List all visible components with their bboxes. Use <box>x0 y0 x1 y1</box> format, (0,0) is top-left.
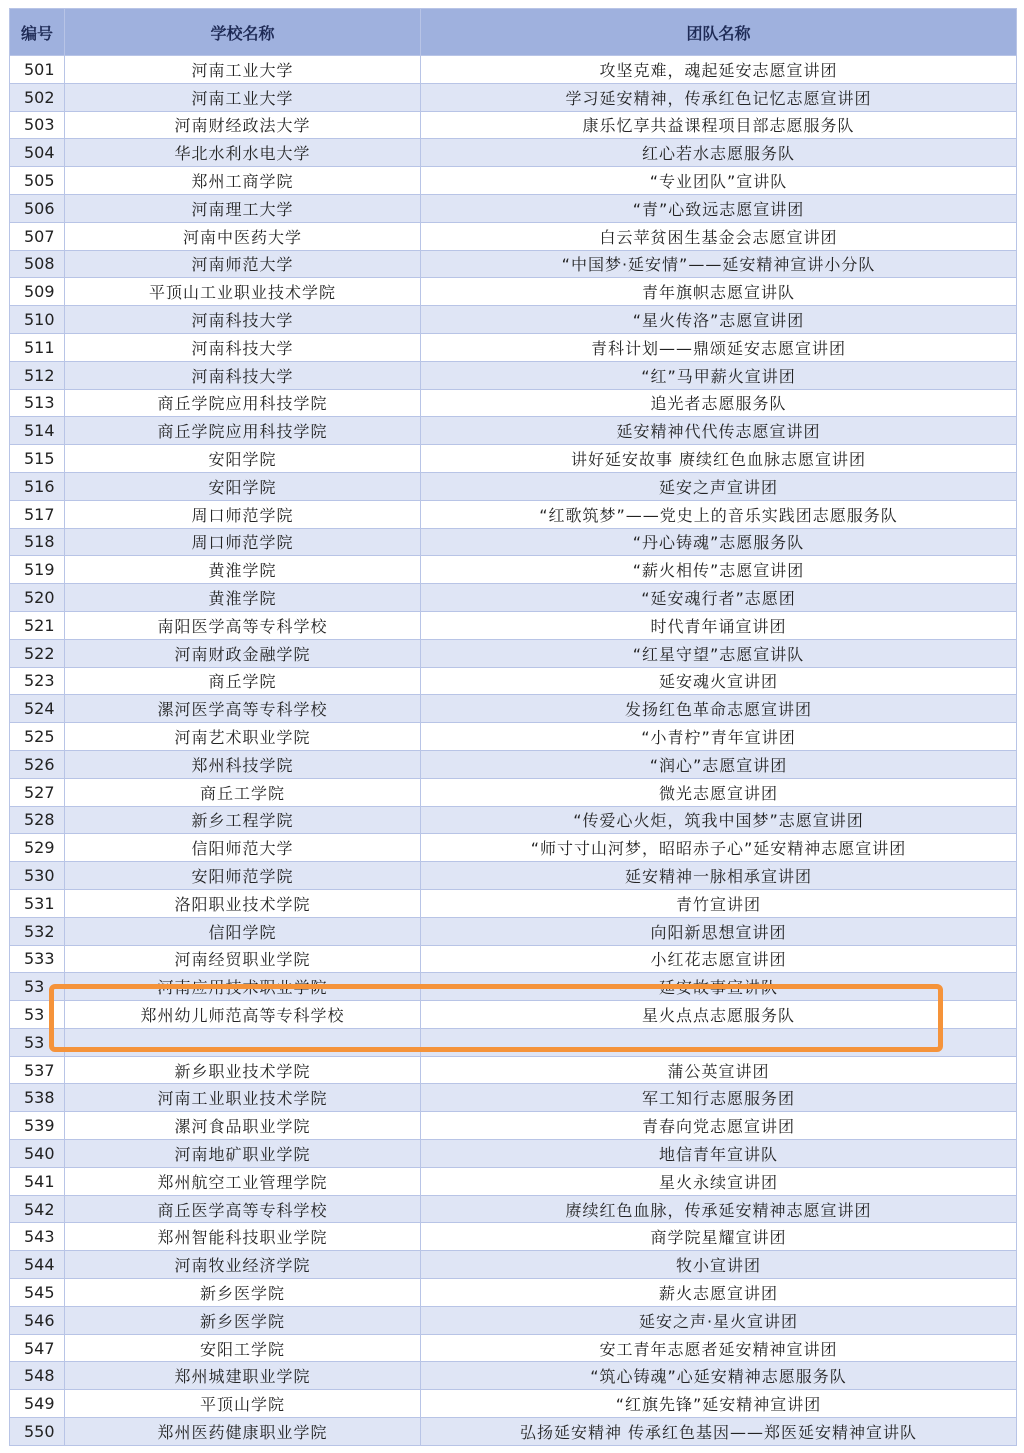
row-num: 507 <box>10 222 65 250</box>
row-school: 商丘医学高等专科学校 <box>65 1195 421 1223</box>
table-row <box>10 611 1017 639</box>
row-team: “中国梦·延安情”——延安精神宣讲小分队 <box>421 250 1017 278</box>
row-num: 543 <box>10 1223 65 1251</box>
row-num: 526 <box>10 750 65 778</box>
row-school: 信阳学院 <box>65 917 421 945</box>
row-num: 515 <box>10 445 65 473</box>
row-team: “丹心铸魂”志愿服务队 <box>421 528 1017 556</box>
table-row <box>10 750 1017 778</box>
table-row <box>10 445 1017 473</box>
header-num: 编号 <box>10 9 65 56</box>
row-num: 542 <box>10 1195 65 1223</box>
row-team: 青春向党志愿宣讲团 <box>421 1112 1017 1140</box>
row-team: 延安之声宣讲团 <box>421 472 1017 500</box>
row-team: 延安精神一脉相承宣讲团 <box>421 862 1017 890</box>
row-team: 向阳新思想宣讲团 <box>421 917 1017 945</box>
table-row <box>10 250 1017 278</box>
row-num: 528 <box>10 806 65 834</box>
table-row <box>10 639 1017 667</box>
table-row <box>10 834 1017 862</box>
row-num: 529 <box>10 834 65 862</box>
row-num: 517 <box>10 500 65 528</box>
row-team: 赓续红色血脉，传承延安精神志愿宣讲团 <box>421 1195 1017 1223</box>
row-school: 南阳医学高等专科学校 <box>65 611 421 639</box>
row-team: “红歌筑梦”——党史上的音乐实践团志愿服务队 <box>421 500 1017 528</box>
table-row <box>10 1251 1017 1279</box>
table-row <box>10 194 1017 222</box>
row-num: 504 <box>10 139 65 167</box>
row-school: 河南理工大学 <box>65 194 421 222</box>
row-num: 502 <box>10 83 65 111</box>
row-team: 小红花志愿宣讲团 <box>421 945 1017 973</box>
table-row <box>10 556 1017 584</box>
row-school: 郑州工商学院 <box>65 167 421 195</box>
row-team: 地信青年宣讲队 <box>421 1140 1017 1168</box>
row-team: “筑心铸魂”心延安精神志愿服务队 <box>421 1362 1017 1390</box>
table-row <box>10 56 1017 84</box>
row-team: 白云苹贫困生基金会志愿宣讲团 <box>421 222 1017 250</box>
row-num: 539 <box>10 1112 65 1140</box>
row-school: 河南经贸职业学院 <box>65 945 421 973</box>
row-num: 506 <box>10 194 65 222</box>
row-num: 516 <box>10 472 65 500</box>
row-team: 延安之声·星火宣讲团 <box>421 1306 1017 1334</box>
row-team: 军工知行志愿服务团 <box>421 1084 1017 1112</box>
row-team: 青竹宣讲团 <box>421 889 1017 917</box>
row-num: 530 <box>10 862 65 890</box>
table-row <box>10 1418 1017 1446</box>
row-school: 新乡职业技术学院 <box>65 1056 421 1084</box>
table-row <box>10 361 1017 389</box>
row-school: 河南财政金融学院 <box>65 639 421 667</box>
table-row <box>10 1362 1017 1390</box>
row-school: 郑州医药健康职业学院 <box>65 1418 421 1446</box>
row-team: 蒲公英宣讲团 <box>421 1056 1017 1084</box>
table-row <box>10 973 1017 1001</box>
table-row <box>10 1279 1017 1307</box>
row-school: 漯河医学高等专科学校 <box>65 695 421 723</box>
row-school: 郑州幼儿师范高等专科学校 <box>65 1001 421 1029</box>
row-num: 550 <box>10 1418 65 1446</box>
row-num: 520 <box>10 584 65 612</box>
row-num: 537 <box>10 1056 65 1084</box>
row-school: 漯河食品职业学院 <box>65 1112 421 1140</box>
row-school: 河南应用技术职业学院 <box>65 973 421 1001</box>
row-team: “专业团队”宣讲队 <box>421 167 1017 195</box>
row-school: 河南牧业经济学院 <box>65 1251 421 1279</box>
row-school: 平顶山学院 <box>65 1390 421 1418</box>
row-school: 商丘工学院 <box>65 778 421 806</box>
table-row <box>10 306 1017 334</box>
row-school: 信阳师范大学 <box>65 834 421 862</box>
table-row <box>10 167 1017 195</box>
row-school: 周口师范学院 <box>65 500 421 528</box>
row-num: 531 <box>10 889 65 917</box>
row-team: “红”马甲薪火宣讲团 <box>421 361 1017 389</box>
table-row <box>10 500 1017 528</box>
row-num: 540 <box>10 1140 65 1168</box>
row-team: 星火点点志愿服务队 <box>421 1001 1017 1029</box>
table-body <box>10 56 1017 1446</box>
row-team: 发扬红色革命志愿宣讲团 <box>421 695 1017 723</box>
row-num: 538 <box>10 1084 65 1112</box>
row-team: 延安精神代代传志愿宣讲团 <box>421 417 1017 445</box>
table-row <box>10 1195 1017 1223</box>
row-num: 512 <box>10 361 65 389</box>
row-school: 河南科技大学 <box>65 306 421 334</box>
row-team: “延安魂行者”志愿团 <box>421 584 1017 612</box>
row-num: 532 <box>10 917 65 945</box>
row-team: 弘扬延安精神 传承红色基因——郑医延安精神宣讲队 <box>421 1418 1017 1446</box>
table-row <box>10 667 1017 695</box>
table-row <box>10 111 1017 139</box>
row-team: 延安故事宣讲队 <box>421 973 1017 1001</box>
row-num: 521 <box>10 611 65 639</box>
row-num: 523 <box>10 667 65 695</box>
table-row <box>10 1334 1017 1362</box>
row-school: 黄淮学院 <box>65 584 421 612</box>
row-team: 微光志愿宣讲团 <box>421 778 1017 806</box>
row-team: “红旗先锋”延安精神宣讲团 <box>421 1390 1017 1418</box>
table-row <box>10 389 1017 417</box>
row-num: 514 <box>10 417 65 445</box>
row-school: 新乡医学院 <box>65 1279 421 1307</box>
row-team: 讲好延安故事 赓续红色血脉志愿宣讲团 <box>421 445 1017 473</box>
row-team: 牧小宣讲团 <box>421 1251 1017 1279</box>
row-team: “星火传洛”志愿宣讲团 <box>421 306 1017 334</box>
row-school: 安阳学院 <box>65 445 421 473</box>
row-school: 河南中医药大学 <box>65 222 421 250</box>
table-row <box>10 417 1017 445</box>
table-row <box>10 1390 1017 1418</box>
row-num: 501 <box>10 56 65 84</box>
table-row <box>10 945 1017 973</box>
row-school: 洛阳职业技术学院 <box>65 889 421 917</box>
row-team: “传爱心火炬，筑我中国梦”志愿宣讲团 <box>421 806 1017 834</box>
table-row <box>10 695 1017 723</box>
row-num: 544 <box>10 1251 65 1279</box>
row-school: 河南工业大学 <box>65 83 421 111</box>
row-school: 新乡工程学院 <box>65 806 421 834</box>
row-team <box>421 1028 1017 1056</box>
table-row <box>10 333 1017 361</box>
row-team: 攻坚克难，魂起延安志愿宣讲团 <box>421 56 1017 84</box>
row-num: 545 <box>10 1279 65 1307</box>
row-num: 508 <box>10 250 65 278</box>
row-num: 513 <box>10 389 65 417</box>
row-school: 河南科技大学 <box>65 361 421 389</box>
row-school: 商丘学院应用科技学院 <box>65 417 421 445</box>
roster-table <box>9 8 1017 1446</box>
row-num: 533 <box>10 945 65 973</box>
row-school: 周口师范学院 <box>65 528 421 556</box>
table-row <box>10 278 1017 306</box>
table-row <box>10 139 1017 167</box>
row-team: 星火永续宣讲团 <box>421 1167 1017 1195</box>
row-num: 510 <box>10 306 65 334</box>
row-num: 548 <box>10 1362 65 1390</box>
table-row <box>10 723 1017 751</box>
row-num: 53 <box>10 1001 65 1029</box>
row-team: “青”心致远志愿宣讲团 <box>421 194 1017 222</box>
row-team: 红心若水志愿服务队 <box>421 139 1017 167</box>
header-row <box>10 9 1017 56</box>
row-team: 时代青年诵宣讲团 <box>421 611 1017 639</box>
roster-table-container <box>9 8 1016 1445</box>
header-school: 学校名称 <box>65 9 421 56</box>
table-row <box>10 917 1017 945</box>
table-row <box>10 778 1017 806</box>
table-row <box>10 584 1017 612</box>
row-school: 黄淮学院 <box>65 556 421 584</box>
table-row <box>10 1223 1017 1251</box>
table-row <box>10 1140 1017 1168</box>
row-school: 新乡医学院 <box>65 1306 421 1334</box>
row-team: 安工青年志愿者延安精神宣讲团 <box>421 1334 1017 1362</box>
row-school: 郑州智能科技职业学院 <box>65 1223 421 1251</box>
row-school <box>65 1028 421 1056</box>
row-school: 商丘学院应用科技学院 <box>65 389 421 417</box>
table-row <box>10 1001 1017 1029</box>
table-row <box>10 1112 1017 1140</box>
row-team: 薪火志愿宣讲团 <box>421 1279 1017 1307</box>
row-school: 河南艺术职业学院 <box>65 723 421 751</box>
row-team: 延安魂火宣讲团 <box>421 667 1017 695</box>
table-row <box>10 1306 1017 1334</box>
row-school: 郑州城建职业学院 <box>65 1362 421 1390</box>
row-school: 河南财经政法大学 <box>65 111 421 139</box>
table-row <box>10 83 1017 111</box>
row-school: 郑州科技学院 <box>65 750 421 778</box>
row-num: 503 <box>10 111 65 139</box>
row-num: 53 <box>10 973 65 1001</box>
table-row <box>10 222 1017 250</box>
row-num: 547 <box>10 1334 65 1362</box>
row-team: “师寸寸山河梦，昭昭赤子心”延安精神志愿宣讲团 <box>421 834 1017 862</box>
row-school: 商丘学院 <box>65 667 421 695</box>
row-team: 青科计划——鼎颂延安志愿宣讲团 <box>421 333 1017 361</box>
row-school: 安阳师范学院 <box>65 862 421 890</box>
row-num: 511 <box>10 333 65 361</box>
row-school: 河南工业职业技术学院 <box>65 1084 421 1112</box>
table-row <box>10 862 1017 890</box>
row-team: “润心”志愿宣讲团 <box>421 750 1017 778</box>
row-num: 546 <box>10 1306 65 1334</box>
row-school: 河南地矿职业学院 <box>65 1140 421 1168</box>
row-team: 青年旗帜志愿宣讲队 <box>421 278 1017 306</box>
row-school: 河南师范大学 <box>65 250 421 278</box>
table-row <box>10 1167 1017 1195</box>
row-team: “薪火相传”志愿宣讲团 <box>421 556 1017 584</box>
row-team: 追光者志愿服务队 <box>421 389 1017 417</box>
row-school: 安阳工学院 <box>65 1334 421 1362</box>
row-num: 518 <box>10 528 65 556</box>
table-row <box>10 1028 1017 1056</box>
row-num: 549 <box>10 1390 65 1418</box>
row-school: 安阳学院 <box>65 472 421 500</box>
table-row <box>10 889 1017 917</box>
row-team: “小青柠”青年宣讲团 <box>421 723 1017 751</box>
table-row <box>10 1084 1017 1112</box>
table-row <box>10 472 1017 500</box>
table-row <box>10 806 1017 834</box>
row-school: 平顶山工业职业技术学院 <box>65 278 421 306</box>
row-num: 525 <box>10 723 65 751</box>
row-num: 527 <box>10 778 65 806</box>
row-num: 519 <box>10 556 65 584</box>
row-school: 河南科技大学 <box>65 333 421 361</box>
row-school: 郑州航空工业管理学院 <box>65 1167 421 1195</box>
row-school: 河南工业大学 <box>65 56 421 84</box>
row-team: “红星守望”志愿宣讲队 <box>421 639 1017 667</box>
row-team: 康乐忆享共益课程项目部志愿服务队 <box>421 111 1017 139</box>
row-num: 524 <box>10 695 65 723</box>
header-team: 团队名称 <box>421 9 1017 56</box>
row-school: 华北水利水电大学 <box>65 139 421 167</box>
row-team: 商学院星耀宣讲团 <box>421 1223 1017 1251</box>
row-num: 522 <box>10 639 65 667</box>
row-num: 505 <box>10 167 65 195</box>
table-row <box>10 528 1017 556</box>
row-num: 509 <box>10 278 65 306</box>
row-num: 541 <box>10 1167 65 1195</box>
row-team: 学习延安精神，传承红色记忆志愿宣讲团 <box>421 83 1017 111</box>
row-num: 53 <box>10 1028 65 1056</box>
table-row <box>10 1056 1017 1084</box>
